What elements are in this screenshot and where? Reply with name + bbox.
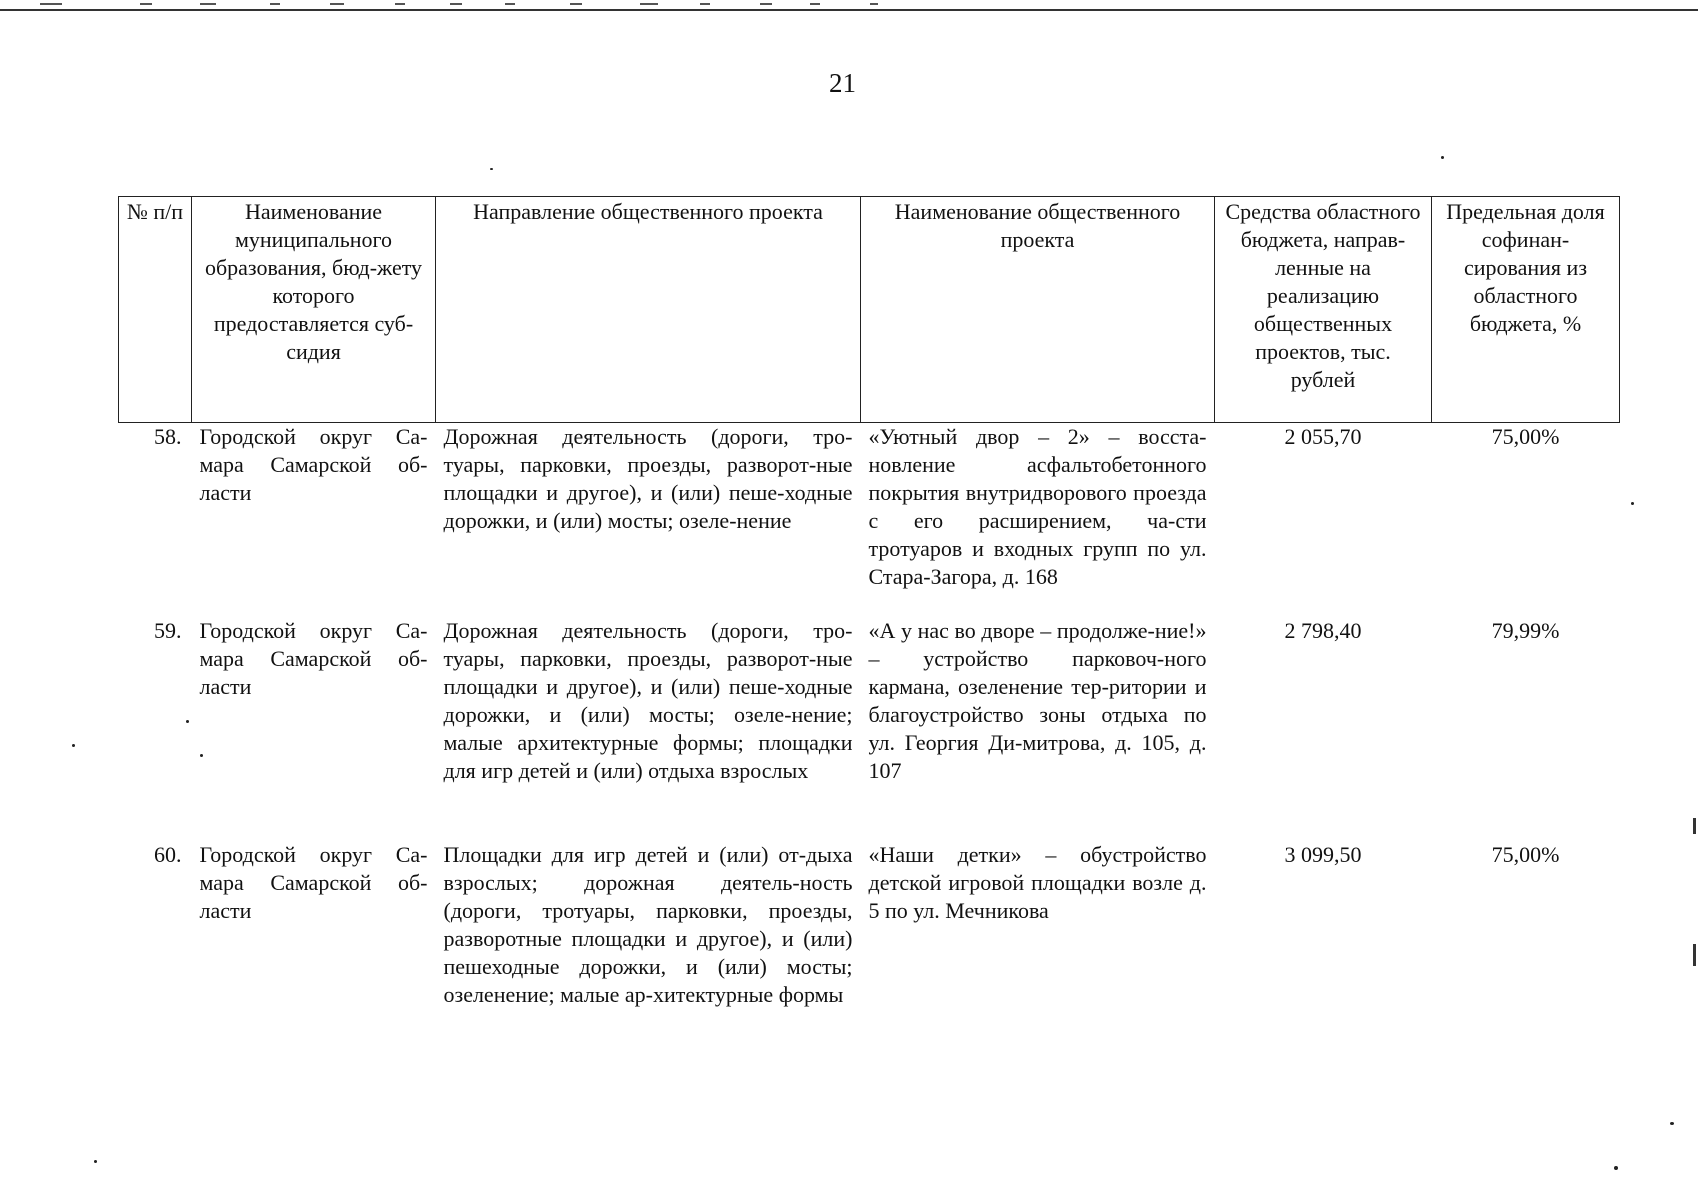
scan-speck — [1631, 502, 1634, 505]
table-row — [119, 841, 1620, 1041]
scan-speck — [1441, 156, 1444, 159]
row-share: 75,00% — [1491, 424, 1560, 449]
page-number: 21 — [829, 68, 856, 98]
subsidy-table — [118, 196, 1620, 1041]
row-municipality: Городской округ Са-мара Самарской об-ласти — [199, 424, 428, 505]
row-project: «А у нас во дворе – продолже-ние!» – устройство парковоч-ного кармана, озеленение тер-ритории и благоустройство зоны отдыха по ул. Георгия Ди-митрова, д. 105, д. 107 — [868, 618, 1207, 783]
header-funds: Средства областного бюджета, направ-ленные на реализацию общественных проектов, тыс. рублей — [1215, 197, 1432, 423]
header-direction: Направление общественного проекта — [436, 197, 861, 423]
row-municipality: Городской округ Са-мара Самарской об-ласти — [199, 842, 428, 923]
row-number: 58. — [154, 424, 182, 449]
row-project: «Уютный двор – 2» – восста-новление асфальтобетонного покрытия внутридворового проезда с его расширением, ча-сти тротуаров и входных групп по ул. Стара-Загора, д. 168 — [868, 424, 1207, 589]
row-direction: Дорожная деятельность (дороги, тро-туары, парковки, проезды, разворот-ные площадки и другое), и (или) пеше-ходные дорожки, и (или) мосты; озеле-нение; малые архитектурные формы; площадки для игр детей и (или) отдыха взрослых — [443, 618, 853, 783]
row-share: 79,99% — [1491, 618, 1560, 643]
scan-speck — [94, 1160, 97, 1163]
scan-speck — [1670, 1122, 1674, 1125]
row-funds: 2 798,40 — [1284, 618, 1362, 643]
scan-speck — [1614, 1166, 1618, 1170]
header-number: № п/п — [119, 197, 192, 423]
scan-edge-mark — [1693, 944, 1696, 966]
scan-top-edge — [0, 0, 1698, 12]
row-funds: 2 055,70 — [1284, 424, 1362, 449]
row-project: «Наши детки» – обустройство детской игровой площадки возле д. 5 по ул. Мечникова — [868, 842, 1207, 923]
table-row — [119, 423, 1620, 618]
header-project: Наименование общественного проекта — [861, 197, 1215, 423]
table-header-row — [119, 197, 1620, 423]
row-direction: Дорожная деятельность (дороги, тро-туары, парковки, проезды, разворот-ные площадки и другое), и (или) пеше-ходные дорожки, и (или) мосты; озеле-нение — [443, 424, 853, 533]
row-funds: 3 099,50 — [1284, 842, 1362, 867]
row-direction: Площадки для игр детей и (или) от-дыха взрослых; дорожная деятель-ность (дороги, тротуары, парковки, проезды, разворотные площадки и другое), и (или) пешеходные дорожки, и (или) мосты; озеленение; малые ар-хитектурные формы — [443, 842, 853, 1007]
scan-speck — [72, 744, 75, 747]
row-number: 59. — [154, 618, 182, 643]
scan-edge-mark — [1693, 818, 1696, 834]
row-share: 75,00% — [1491, 842, 1560, 867]
header-share: Предельная доля софинан-сирования из областного бюджета, % — [1432, 197, 1620, 423]
table-row — [119, 617, 1620, 841]
row-municipality: Городской округ Са-мара Самарской об-ласти — [199, 618, 428, 699]
header-municipality: Наименование муниципального образования, бюд-жету которого предоставляется суб-сидия — [192, 197, 436, 423]
scan-speck — [490, 168, 493, 170]
row-number: 60. — [154, 842, 182, 867]
